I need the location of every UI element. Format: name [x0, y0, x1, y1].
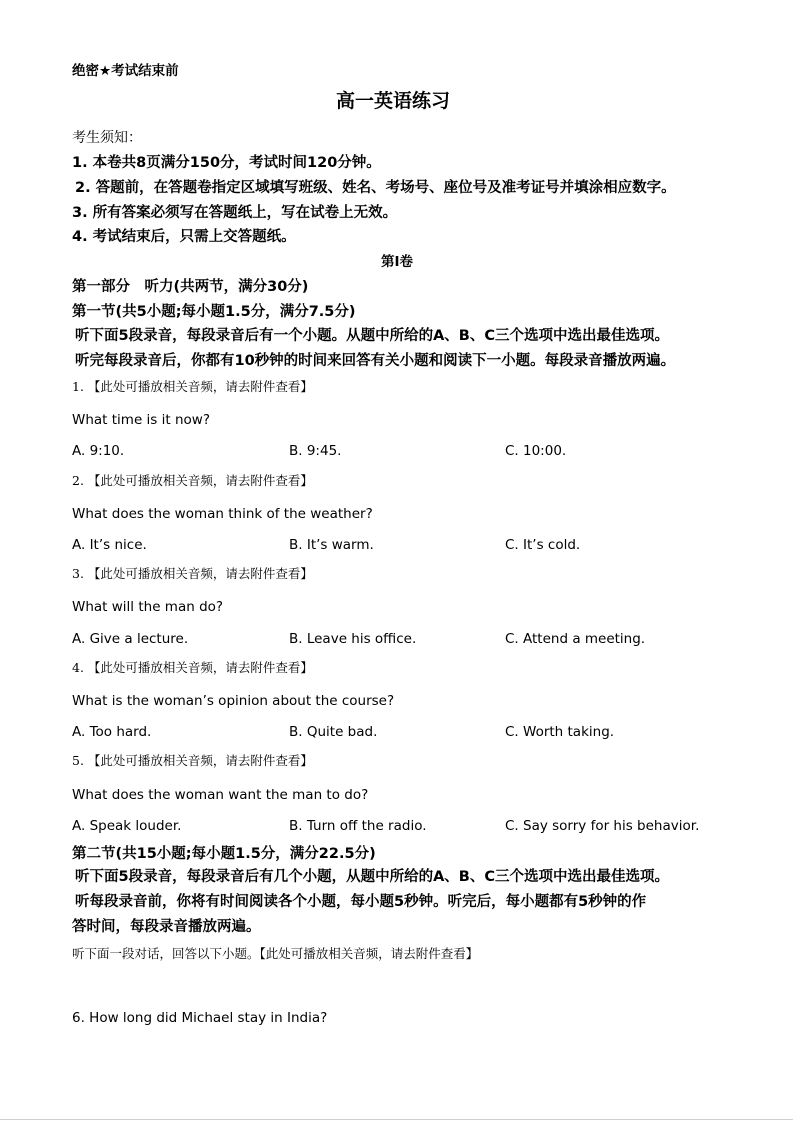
- audio-marker[interactable]: 2. 【此处可播放相关音频，请去附件查看】: [72, 473, 313, 488]
- notice-number: 2.: [75, 180, 91, 196]
- option-b: B. It’s warm.: [289, 537, 374, 553]
- option-a: A. 9:10.: [72, 443, 125, 459]
- notice-text: 考试结束后，只需上交答题纸。: [92, 229, 296, 245]
- option-a: A. It’s nice.: [72, 537, 147, 553]
- question-text: What will the man do?: [72, 599, 224, 615]
- option-b: B. Leave his office.: [289, 631, 417, 647]
- question-text: What is the woman’s opinion about the course?: [72, 693, 395, 709]
- option-c: C. Attend a meeting.: [505, 631, 646, 647]
- section2-instruction: 答时间，每段录音播放两遍。: [72, 919, 261, 935]
- option-c: C. Say sorry for his behavior.: [505, 818, 700, 834]
- audio-marker[interactable]: 4. 【此处可播放相关音频，请去附件查看】: [72, 660, 313, 675]
- notice-number: 3.: [72, 205, 88, 221]
- confidential-label: 绝密★考试结束前: [72, 63, 179, 79]
- option-c: C. It’s cold.: [505, 537, 581, 553]
- option-a: A. Too hard.: [72, 724, 152, 740]
- audio-marker[interactable]: 1. 【此处可播放相关音频，请去附件查看】: [72, 379, 313, 394]
- question-text: 6. How long did Michael stay in India?: [72, 1010, 328, 1026]
- notice-item: [75, 181, 676, 196]
- audio-marker[interactable]: 5. 【此处可播放相关音频，请去附件查看】: [72, 753, 313, 768]
- audio-marker[interactable]: 3. 【此处可播放相关音频，请去附件查看】: [72, 566, 313, 581]
- notice-number: 4.: [72, 229, 88, 245]
- volume-label: 第Ⅰ卷: [381, 254, 414, 270]
- notice-item: [72, 230, 296, 245]
- notice-item: [72, 206, 397, 221]
- section1-instruction: 听下面5段录音，每段录音后有一个小题。从题中所给的A、B、C三个选项中选出最佳选项。: [75, 328, 670, 344]
- section2-heading: 第二节(共15小题;每小题1.5分，满分22.5分): [72, 846, 376, 862]
- dialog-audio-marker[interactable]: 听下面一段对话，回答以下小题。【此处可播放相关音频，请去附件查看】: [72, 946, 479, 961]
- notice-heading: 考生须知：: [72, 130, 142, 146]
- option-a: A. Speak louder.: [72, 818, 182, 834]
- section2-instruction: 听下面5段录音，每段录音后有几个小题，从题中所给的A、B、C三个选项中选出最佳选项。: [75, 869, 670, 885]
- section1-heading: 第一节(共5小题;每小题1.5分，满分7.5分): [72, 304, 356, 320]
- notice-text: 答题前，在答题卷指定区域填写班级、姓名、考场号、座位号及准考证号并填涂相应数字。: [95, 180, 676, 196]
- option-b: B. 9:45.: [289, 443, 342, 459]
- page-title: 高一英语练习: [336, 90, 451, 112]
- option-c: C. 10:00.: [505, 443, 567, 459]
- question-text: What does the woman want the man to do?: [72, 787, 369, 803]
- notice-item: [72, 156, 381, 171]
- question-text: What does the woman think of the weather?: [72, 506, 373, 522]
- question-text: What time is it now?: [72, 412, 210, 428]
- option-a: A. Give a lecture.: [72, 631, 189, 647]
- part1-heading: 第一部分 听力(共两节，满分30分): [72, 279, 309, 295]
- option-b: B. Quite bad.: [289, 724, 378, 740]
- section2-instruction: 听每段录音前，你将有时间阅读各个小题，每小题5秒钟。听完后，每小题都有5秒钟的作: [75, 894, 647, 910]
- notice-number: 1.: [72, 155, 88, 171]
- notice-text: 本卷共8页满分150分，考试时间120分钟。: [92, 155, 381, 171]
- section1-instruction: 听完每段录音后，你都有10秒钟的时间来回答有关小题和阅读下一小题。每段录音播放两遍。: [75, 353, 676, 369]
- page-bottom-divider: [0, 1119, 793, 1120]
- notice-text: 所有答案必须写在答题纸上，写在试卷上无效。: [92, 205, 398, 221]
- option-b: B. Turn off the radio.: [289, 818, 427, 834]
- option-c: C. Worth taking.: [505, 724, 615, 740]
